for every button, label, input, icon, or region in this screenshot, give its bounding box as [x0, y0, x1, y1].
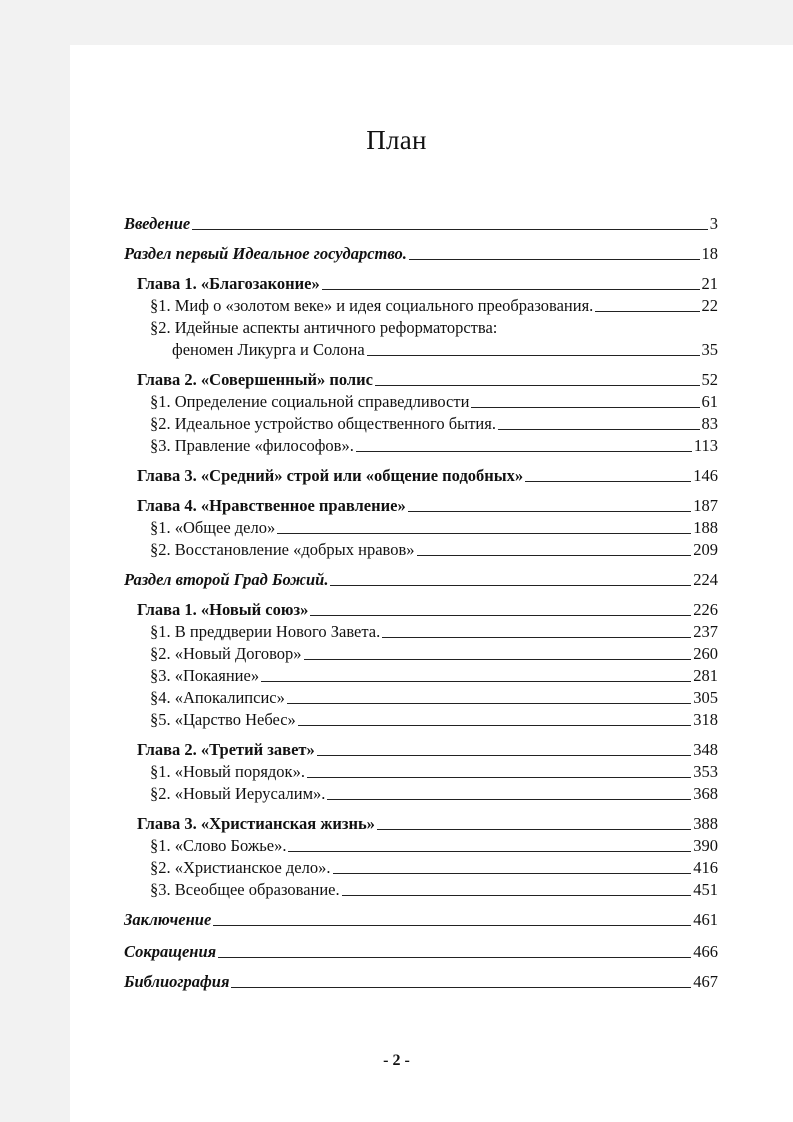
toc-chapter-entry: [137, 600, 718, 620]
toc-entry-label: Сокращения: [124, 942, 217, 961]
toc-page-number: 113: [693, 436, 718, 455]
toc-page-number: 187: [693, 496, 718, 515]
toc-entry-label: §5. «Царство Небес»: [150, 710, 296, 729]
toc-leader-line: [310, 615, 691, 616]
toc-section-entry: [150, 540, 718, 560]
toc-leader-line: [307, 777, 691, 778]
toc-entry-label: §2. Идейные аспекты античного реформаторства:: [150, 318, 498, 337]
toc-entry-label: §2. «Христианское дело».: [150, 858, 331, 877]
toc-leader-line: [595, 311, 699, 312]
toc-page-number: 281: [693, 666, 718, 685]
toc-page-number: 18: [701, 244, 718, 263]
toc-entry-label: §1. Миф о «золотом веке» и идея социального преобразования.: [150, 296, 594, 315]
toc-section-entry: [150, 622, 718, 642]
toc-chapter-entry: [137, 370, 718, 390]
toc-entry-label: §1. «Общее дело»: [150, 518, 276, 537]
toc-part-entry: [124, 942, 718, 962]
toc-section-entry: [150, 762, 718, 782]
toc-leader-line: [367, 355, 700, 356]
toc-page-number: 348: [693, 740, 718, 759]
toc-section-entry: [150, 644, 718, 664]
toc-entry-label: §1. «Новый порядок».: [150, 762, 305, 781]
toc-leader-line: [231, 987, 691, 988]
toc-section-entry: [150, 688, 718, 708]
toc-section-entry: [150, 784, 718, 804]
toc-entry-label: §3. Правление «философов».: [150, 436, 354, 455]
toc-page-number: 22: [701, 296, 718, 315]
toc-entry-label: Глава 1. «Новый союз»: [137, 600, 309, 619]
toc-leader-line: [382, 637, 691, 638]
toc-entry-label: Глава 4. «Нравственное правление»: [137, 496, 406, 515]
toc-chapter-entry: [137, 740, 718, 760]
toc-entry-label: §4. «Апокалипсис»: [150, 688, 285, 707]
toc-entry-label: §2. «Новый Иерусалим».: [150, 784, 326, 803]
toc-entry-label: Глава 2. «Совершенный» полис: [137, 370, 374, 389]
toc-leader-line: [356, 451, 692, 452]
toc-part-entry: [124, 972, 718, 992]
toc-leader-line: [408, 511, 692, 512]
toc-chapter-entry: [137, 274, 718, 294]
toc-part-entry: [124, 910, 718, 930]
toc-leader-line: [375, 385, 699, 386]
toc-page-number: 237: [693, 622, 718, 641]
toc-section-entry: [150, 318, 718, 338]
toc-page-number: 305: [693, 688, 718, 707]
toc-section-entry: [150, 518, 718, 538]
page-title: План: [366, 125, 427, 155]
toc-leader-line: [288, 851, 691, 852]
toc-section-entry: [150, 836, 718, 856]
toc-entry-label: феномен Ликурга и Солона: [172, 340, 365, 359]
toc-section-entry: [150, 666, 718, 686]
toc-leader-line: [192, 229, 707, 230]
toc-entry-label: Глава 1. «Благозаконие»: [137, 274, 320, 293]
toc-page-number: 209: [693, 540, 718, 559]
toc-page-number: 451: [693, 880, 718, 899]
toc-entry-label: Глава 3. «Средний» строй или «общение подобных»: [137, 466, 524, 485]
toc-chapter-entry: [137, 814, 718, 834]
toc-entry-label: Глава 3. «Христианская жизнь»: [137, 814, 375, 833]
toc-entry-label: §1. «Слово Божье».: [150, 836, 287, 855]
toc-part-entry: [124, 244, 718, 264]
toc-chapter-entry: [137, 496, 718, 516]
toc-page-number: 21: [701, 274, 718, 293]
toc-chapter-entry: [137, 466, 718, 486]
toc-leader-line: [261, 681, 691, 682]
toc-entry-label: Раздел второй Град Божий.: [124, 570, 329, 589]
toc-leader-line: [287, 703, 691, 704]
toc-leader-line: [330, 585, 691, 586]
toc-leader-line: [342, 895, 692, 896]
toc-leader-line: [409, 259, 700, 260]
toc-entry-label: §2. «Новый Договор»: [150, 644, 302, 663]
toc-leader-line: [317, 755, 691, 756]
toc-part-entry: [124, 214, 718, 234]
toc-section-entry: [150, 880, 718, 900]
toc-entry-label: §3. «Покаяние»: [150, 666, 260, 685]
toc-leader-line: [277, 533, 691, 534]
toc-leader-line: [525, 481, 691, 482]
toc-leader-line: [213, 925, 691, 926]
toc-page-number: 35: [701, 340, 718, 359]
toc-page-number: 3: [709, 214, 718, 233]
toc-page-number: 390: [693, 836, 718, 855]
toc-leader-line: [377, 829, 691, 830]
toc-entry-label: §1. В преддверии Нового Завета.: [150, 622, 381, 641]
toc-page-number: 318: [693, 710, 718, 729]
toc-section-entry: [172, 340, 718, 360]
toc-leader-line: [417, 555, 692, 556]
toc-page-number: 52: [701, 370, 718, 389]
toc-section-entry: [150, 392, 718, 412]
toc-page-number: 83: [701, 414, 718, 433]
toc-entry-label: Введение: [124, 214, 191, 233]
toc-page-number: 146: [693, 466, 718, 485]
toc-page-number: 61: [701, 392, 718, 411]
page-number-footer: - 2 -: [383, 1052, 410, 1069]
toc-page-number: 466: [693, 942, 718, 961]
toc-leader-line: [327, 799, 691, 800]
toc-page-number: 368: [693, 784, 718, 803]
toc-leader-line: [498, 429, 700, 430]
toc-page-number: 461: [693, 910, 718, 929]
toc-section-entry: [150, 436, 718, 456]
toc-leader-line: [298, 725, 691, 726]
toc-leader-line: [471, 407, 699, 408]
toc-page-number: 388: [693, 814, 718, 833]
toc-leader-line: [218, 957, 691, 958]
toc-section-entry: [150, 296, 718, 316]
toc-section-entry: [150, 710, 718, 730]
toc-page-number: 188: [693, 518, 718, 537]
toc-entry-label: §2. Восстановление «добрых нравов»: [150, 540, 415, 559]
toc-entry-label: Библиография: [124, 972, 230, 991]
toc-leader-line: [322, 289, 700, 290]
toc-entry-label: Глава 2. «Третий завет»: [137, 740, 315, 759]
toc-entry-label: §1. Определение социальной справедливости: [150, 392, 470, 411]
toc-page-number: 353: [693, 762, 718, 781]
toc-page-number: 416: [693, 858, 718, 877]
toc-page-number: 226: [693, 600, 718, 619]
toc-page-number: 467: [693, 972, 718, 991]
toc-entry-label: Заключение: [124, 910, 212, 929]
toc-leader-line: [304, 659, 692, 660]
toc-part-entry: [124, 570, 718, 590]
toc-page-number: 260: [693, 644, 718, 663]
toc-entry-label: §2. Идеальное устройство общественного бытия.: [150, 414, 496, 433]
toc-section-entry: [150, 414, 718, 434]
toc-page-number: 224: [693, 570, 718, 589]
toc-entry-label: Раздел первый Идеальное государство.: [124, 244, 407, 263]
toc-section-entry: [150, 858, 718, 878]
toc-leader-line: [333, 873, 692, 874]
toc-entry-label: §3. Всеобщее образование.: [150, 880, 340, 899]
